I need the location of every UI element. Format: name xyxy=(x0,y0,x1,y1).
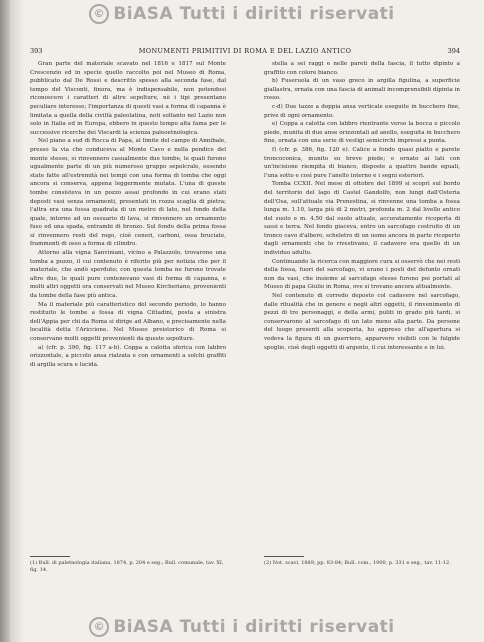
watermark-top xyxy=(0,4,484,24)
paragraph: e) Coppa a calotta con labbro rientrante verso la bocca e piccolo piede, munita di due anse orizzontali ad anello, eseguita in bucchero fine, ornata con una serie di vestigi semicirchi impressi a punta. xyxy=(264,121,460,145)
paragraph: a) (cfr. p. 390, fig. 117 a-b). Coppa a calotta sferica con labbro orizzontale, a piccolo ansa rialzata e con ornamenti a solchi graffiti di argilla scura e lucida. xyxy=(30,344,226,368)
footnote-rule-right xyxy=(264,556,304,557)
gutter-shadow xyxy=(10,0,24,642)
copyright-logo-icon: © xyxy=(89,617,109,637)
paragraph: Gran parte del materiale scavato nel 1816 e 1817 sul Monte Crescenzio ed in specie quello raccolto poi nel Museo di Roma, pubblicato dal De Rossi e descritto spesso alla seconda fase, dal tempo del Visconti, finora, ma è indispensabile, non potendosi riconoscere i caratteri di altre sepolture, nè i tipi presentano peculiare interesse; l'importanza di questi vasi a forma di capanna è limitata a quella della civiltà paleolatina, noti soltanto nel Lazio non solo in Italia ed in Europa, ebbero in questo tempo alta fama per le successive ricerche dei Viscardi la scienza paleoetnologica. xyxy=(30,61,226,136)
watermark-text: BiASA Tutti i diritti riservati xyxy=(113,4,395,24)
paragraph: f) (cfr. p. 386, fig. 120 e). Calice a fondo quasi piatto e parete troncoconica, munito su breve piede; e ornato ai lati con un'incisione riempita di bianco, disposte a quattro bande eguali, l'una sotto e così pure l'anello interno e i segni esteriori. xyxy=(264,146,460,179)
watermark-text: BiASA Tutti i diritti riservati xyxy=(113,617,395,637)
right-text-column xyxy=(264,60,460,352)
left-text-column xyxy=(30,60,226,369)
running-header xyxy=(30,47,460,55)
paragraph: stella a sei raggi e nelle pareti della fascia, il tutto dipinto a graffito con colore bianco. xyxy=(264,61,460,76)
page-number-left: 393 xyxy=(30,47,43,55)
paragraph: Continuando la ricerca con maggiore cura si osservò che nei resti della fossa, fuori del sarcofago, vi erano i posti del defunto ornati non da vasi, che insieme al sarcofago stesso furono poi portati al Museo di papa Giulio in Roma, ove si trovano ancora attualmente. xyxy=(264,258,460,291)
paragraph: b) Fuseruola di un vaso greco in argilla figulina, a superficie giallastra, ornata con una fascia di animali incomprensibili dipinta in rosso. xyxy=(264,78,460,102)
paragraph: c-d) Due tazze a doppia ansa verticale eseguite in bucchero fine, prive di ogni ornamento. xyxy=(264,103,460,119)
footnote-rule-left xyxy=(30,556,70,557)
running-title: MONUMENTI PRIMITIVI DI ROMA E DEL LAZIO ANTICO xyxy=(138,47,352,55)
watermark-bottom xyxy=(0,617,484,637)
book-spine-edge xyxy=(0,0,10,642)
page-number-right: 394 xyxy=(447,47,460,55)
copyright-logo-icon: © xyxy=(89,4,109,24)
paragraph: Nel contenuto di corredo deposto col cadavere nel sarcofago, dalle ritualità che in genere e negli altri oggetti, il rinvenimento di pezzi di tre personaggi, e della armi, puliti in grado più tardi, si conservarono al sarcofago di un lato meno alla parte. Da persone del luogo presenti alla scoperta, ho appreso che all'apertura si vedeva la figura di un guerriero, apparvero visibili con le fulgide spoglie, cioè degli oggetti di argento, il cui interessante e in lui. xyxy=(264,293,460,351)
footnote-right: (2) Not. scavi, 1889, pp. 83-84; Bull. com., 1900, p. 331 e seg., tav. 11-12. xyxy=(264,560,451,566)
paragraph: Ma il materiale più caratteristico del secondo periodo, lo hanno restituito le tombe a fossa di vigna Cittadini, posta a sinistra dell'Appia per chi da Roma si dirige ad Albano, e precisamente nella località detta l'Ariccione. Nel Museo preistorico di Roma si conservano molti oggetti provenienti da queste sepolture. xyxy=(30,301,226,342)
paragraph: Attorno alla vigna Sanviniani, vicino a Palazzolo, trovarono una tomba a pozzo, il cui contenuto è riferito più per notizia che per il materiale, che andò sperduto; con questa tomba ne furono trovate altre due, le quali pure contenevano vasi di forma di capanna, e molti altri oggetti ora conservati nel Museo Kircheriano, provenienti da tombe della fase più antica. xyxy=(30,250,226,300)
paragraph: Tomba CCXII. Nel mese di ottobre del 1899 si scoprì sul bordo del territorio del lago di Castel Gandolfo, non lungi dall'Osteria dell'Osa, sull'attuale via Prenestina, si rinvenne una tomba a fossa lunga m. 1.10, larga più di 2 metri, profonda m. 2 dal livello antico del suolo e m. 4.50 dal suolo attuale, accuratamente ricoperta di sassi e terra. Nel fondo giaceva, entro un sarcofago costruito di un tronco cavo d'albero, scheletro di un uomo ancora in parte ricoperto dagli ornamenti che lo rivestivano, il cadavere era quello di un individuo adulto. xyxy=(264,181,460,257)
footnote-left: (1) Bull. di paletnologia italiana, 1874, p. 204 e seg.; Bull. comunale, tav. XI, fig. 14. xyxy=(30,560,224,573)
paragraph: Nel piano a sud di Rocca di Papa, al limite del campo di Annibale, presso la via che conduceva al Monte Cavo e nella pendice del monte stesso, si rinvennero casualmente due tombe, le quali furono ugualmente parte di un più numeroso gruppo sepolcrale, essendo state fatte all'estremità nei tempi con una forma di tomba che oggi ancora si conserva, appena leggermente mutata. L'una di queste tombe consisteva in un pozzo assai profondo in cui erano stati deposti vasi senza ornamenti, presentati in rozza scaglia di pietra; l'altra era una fossa quadrata di un metro di lato, nel fondo della quale, intorno ad un ossuario di lava, si rinvennero un ornamento fuso ed una spada, entrambi di bronzo. Sul fondo della prima fossa si rinvennero resti del rogo, cioè ceneri, carboni, ossa bruciate, frammenti di osso a forma di cilindro. xyxy=(30,138,226,248)
